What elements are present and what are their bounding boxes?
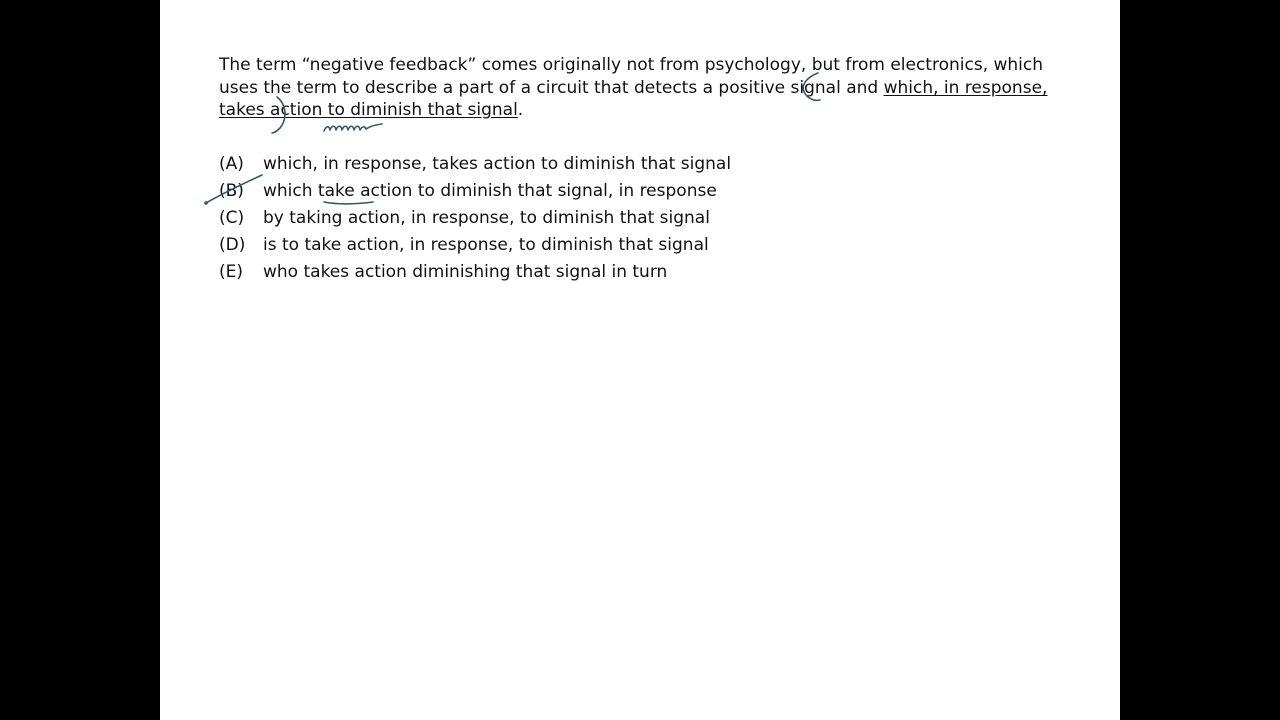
choice-text: is to take action, in response, to diminish that signal <box>263 235 709 255</box>
choice-text: by taking action, in response, to diminish that signal <box>263 208 710 228</box>
underlined-portion: which, in response, takes action to diminish that signal <box>219 77 1048 120</box>
choice-letter: (D) <box>219 235 246 255</box>
answer-choices <box>219 152 731 287</box>
choice-letter: (A) <box>219 154 244 174</box>
choice-d[interactable] <box>219 233 731 260</box>
ink-dot <box>204 201 208 205</box>
question-end: . <box>517 100 524 120</box>
choice-a[interactable] <box>219 152 731 179</box>
slide-page <box>160 0 1120 720</box>
choice-c[interactable] <box>219 206 731 233</box>
choice-text: which take action to diminish that signal, in response <box>263 181 717 201</box>
question-stem <box>219 54 1049 122</box>
ink-squiggle <box>324 124 382 131</box>
choice-text: who takes action diminishing that signal in turn <box>263 262 668 282</box>
question-text: The term “negative feedback” comes originally not from psychology, but from electronics, which uses the term to describe a part of a circuit that detects a positive signal and <box>219 55 1044 98</box>
choice-letter: (E) <box>219 262 244 282</box>
choice-text: which, in response, takes action to diminish that signal <box>263 154 732 174</box>
choice-e[interactable] <box>219 260 731 287</box>
choice-b[interactable] <box>219 179 731 206</box>
choice-letter: (B) <box>219 181 244 201</box>
choice-letter: (C) <box>219 208 245 228</box>
